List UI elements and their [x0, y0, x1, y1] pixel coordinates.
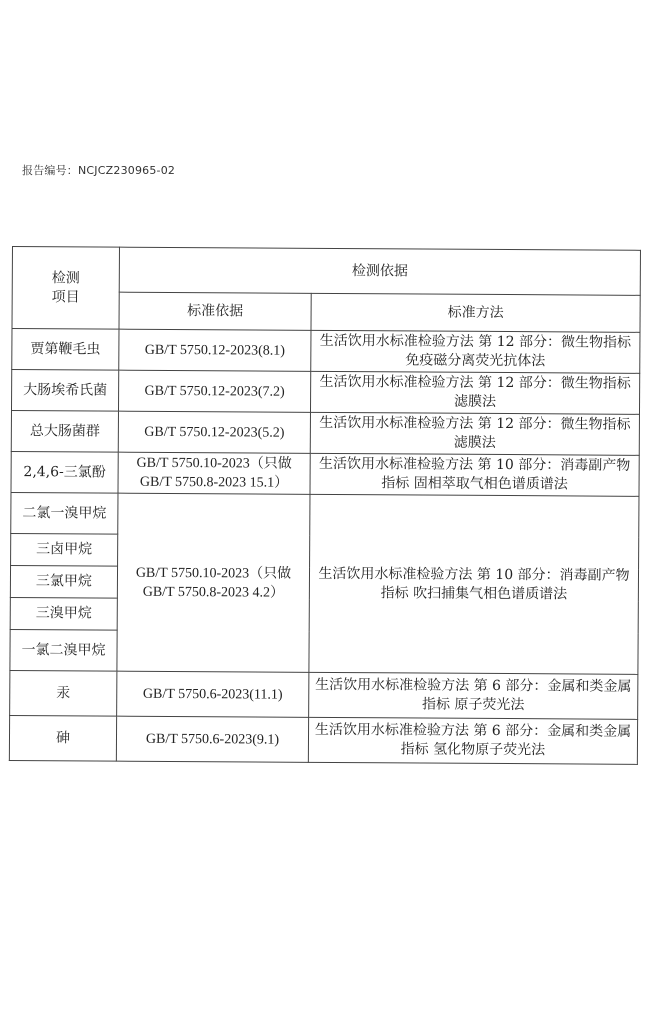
row-item: 三溴甲烷	[10, 597, 117, 630]
row-method: 生活饮用水标准检验方法 第 10 部分：消毒副产物指标 固相萃取气相色谱质谱法	[310, 453, 639, 496]
table-row	[12, 329, 640, 374]
row-method: 生活饮用水标准检验方法 第 12 部分：微生物指标 滤膜法	[310, 412, 639, 455]
row-method: 生活饮用水标准检验方法 第 6 部分：金属和类金属指标 氢化物原子荧光法	[308, 717, 637, 764]
row-item: 总大肠菌群	[11, 411, 118, 453]
row-item: 贾第鞭毛虫	[12, 329, 119, 371]
header-test-item-line2: 项目	[51, 288, 80, 305]
row-item: 2,4,6-三氯酚	[11, 451, 118, 493]
row-item: 砷	[9, 715, 116, 761]
row-method: 生活饮用水标准检验方法 第 6 部分：金属和类金属指标 原子荧光法	[309, 672, 638, 719]
row-standard: GB/T 5750.6-2023(11.1)	[117, 671, 309, 717]
row-method: 生活饮用水标准检验方法 第 12 部分：微生物指标 免疫磁分离荧光抗体法	[311, 330, 640, 373]
header-standard-basis: 标准依据	[119, 292, 311, 330]
table-row	[9, 715, 637, 764]
row-item: 汞	[10, 670, 117, 716]
table-row	[11, 451, 639, 496]
table-row	[10, 670, 638, 719]
row-item: 三卤甲烷	[11, 533, 118, 566]
header-test-item-line1: 检测	[51, 269, 80, 286]
header-test-basis: 检测依据	[119, 247, 640, 295]
row-method: 生活饮用水标准检验方法 第 12 部分：微生物指标 滤膜法	[310, 371, 639, 414]
row-item: 一氯二溴甲烷	[10, 629, 117, 671]
row-standard: GB/T 5750.12-2023(7.2)	[118, 370, 310, 412]
row-item: 二氯一溴甲烷	[11, 492, 118, 534]
row-standard: GB/T 5750.6-2023(9.1)	[116, 716, 308, 762]
group-standard: GB/T 5750.10-2023（只做GB/T 5750.8-2023 4.2）	[117, 493, 310, 672]
row-standard: GB/T 5750.12-2023(8.1)	[119, 329, 311, 371]
row-standard: GB/T 5750.12-2023(5.2)	[118, 411, 310, 453]
row-item: 三氯甲烷	[10, 565, 117, 598]
group-method: 生活饮用水标准检验方法 第 10 部分：消毒副产物指标 吹扫捕集气相色谱质谱法	[309, 494, 639, 674]
table-row	[11, 370, 639, 415]
header-standard-method: 标准方法	[311, 293, 640, 332]
row-standard: GB/T 5750.10-2023（只做GB/T 5750.8-2023 15.1）	[118, 452, 310, 494]
row-item: 大肠埃希氏菌	[11, 370, 118, 412]
test-basis-table	[9, 246, 641, 765]
header-test-item	[12, 247, 119, 330]
report-number: 报告编号：NCJCZ230965-02	[22, 164, 176, 177]
table-row	[11, 492, 639, 537]
table-row	[11, 411, 639, 456]
